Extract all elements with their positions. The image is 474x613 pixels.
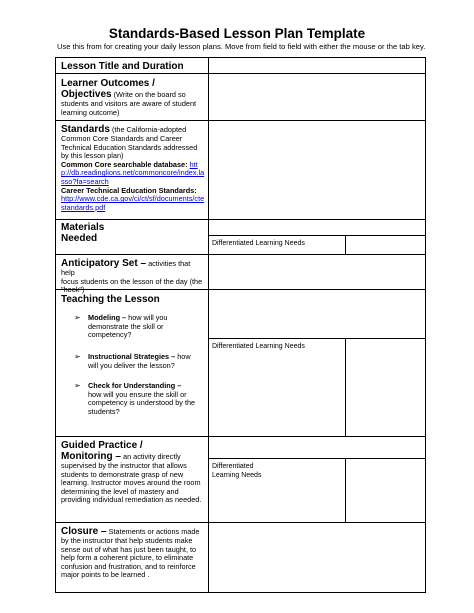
intro-text: Use this from for creating your daily lesson plans. Move from field to field with either the mouse or the tab key. — [57, 42, 426, 51]
outcomes-desc-a: (Write on the board so — [113, 90, 186, 99]
standards-heading: Standards — [61, 124, 110, 135]
materials-diff-needs-label: Differentiated Learning Needs — [212, 240, 305, 247]
guided-diff-needs-label-1: Differentiated — [212, 463, 254, 470]
diff-needs-top-border — [208, 235, 426, 236]
guided-diff-needs-field[interactable] — [347, 460, 424, 521]
anticipatory-desc-b: focus students on the lesson of the day (the "hook") — [61, 276, 203, 295]
cte-link[interactable]: http://www.cde.ca.gov/ci/ct/sf/documents/ctestandards.pdf — [61, 194, 205, 212]
row-divider — [55, 522, 426, 523]
guided-field[interactable] — [210, 438, 424, 457]
diff-needs-divider — [345, 235, 346, 254]
teaching-diff-needs-field[interactable] — [347, 340, 424, 435]
row-divider — [55, 254, 426, 255]
closure-desc-a: Statements or actions made — [108, 527, 200, 536]
arrow-bullet-icon: ➢ — [74, 313, 81, 322]
anticipatory-heading: Anticipatory Set – — [61, 258, 147, 269]
teaching-diff-needs-label: Differentiated Learning Needs — [212, 343, 305, 350]
guided-cell — [61, 440, 206, 505]
lesson-title-field[interactable] — [210, 59, 424, 72]
anticipatory-cell — [61, 258, 206, 295]
outcomes-cell — [61, 78, 206, 117]
diff-needs-divider — [345, 458, 346, 522]
check-understanding-desc-b: how will you ensure the skill or competency is understood by the students? — [88, 389, 196, 416]
standards-cell — [61, 124, 206, 212]
standards-field[interactable] — [210, 122, 424, 218]
page-title: Standards-Based Lesson Plan Template — [108, 26, 366, 41]
arrow-bullet-icon: ➢ — [74, 381, 81, 390]
materials-cell — [61, 222, 206, 244]
anticipatory-field[interactable] — [210, 256, 424, 288]
outcomes-heading-2: Objectives — [61, 89, 112, 100]
guided-desc-a: an activity directly — [123, 452, 181, 461]
diff-needs-top-border — [208, 458, 426, 459]
instructional-desc-a: how — [177, 352, 191, 361]
outcomes-heading-1: Learner Outcomes / — [61, 78, 155, 89]
closure-desc-b: by the instructor that help students make sense out of what has just been taught, to help form a coherent picture, to eliminate confusion and frustration, and to reinforce major points to be learned . — [61, 536, 197, 580]
row-divider — [55, 219, 426, 220]
modeling-desc-a: how will you — [128, 313, 168, 322]
teaching-field[interactable] — [210, 291, 424, 337]
materials-field[interactable] — [210, 221, 424, 234]
arrow-bullet-icon: ➢ — [74, 352, 81, 361]
column-divider — [208, 57, 209, 593]
outcomes-field[interactable] — [210, 75, 424, 119]
instructional-desc-b: will you deliver the lesson? — [88, 360, 175, 370]
closure-cell — [61, 526, 206, 580]
lesson-title-heading: Lesson Title and Duration — [61, 61, 184, 72]
teaching-heading: Teaching the Lesson — [61, 294, 160, 305]
instructional-item — [88, 353, 208, 370]
guided-heading-1: Guided Practice / — [61, 440, 143, 451]
closure-field[interactable] — [210, 524, 424, 592]
materials-diff-needs-field[interactable] — [347, 237, 424, 253]
check-understanding-item — [88, 382, 206, 416]
diff-needs-divider — [345, 338, 346, 436]
row-divider — [55, 73, 426, 74]
materials-heading-2: Needed — [61, 233, 98, 244]
guided-diff-needs-label — [212, 462, 261, 480]
anticipatory-desc-a: activities that help — [61, 259, 191, 277]
guided-desc-b: supervised by the instructor that allows students to demonstrate grasp of new learning. Instructor moves around the room determining the level of mastery and providing individual remediation as needed. — [61, 461, 202, 505]
row-divider — [55, 436, 426, 437]
modeling-desc-b: demonstrate the skill or competency? — [88, 321, 164, 340]
modeling-label: Modeling – — [88, 313, 127, 322]
common-core-label: Common Core searchable database: — [61, 159, 188, 169]
cte-label: Career Technical Education Standards: — [61, 185, 197, 195]
instructional-label: Instructional Strategies – — [88, 352, 176, 361]
modeling-item — [88, 314, 206, 340]
check-understanding-label: Check for Understanding – — [88, 381, 182, 390]
outcomes-desc-b: students and visitors are aware of student learning outcome) — [61, 99, 197, 117]
common-core-link[interactable]: http://db.readinglions.net/commoncore/index.lasso?fa=search — [61, 159, 205, 186]
guided-heading-2: Monitoring – — [61, 451, 121, 462]
closure-heading: Closure – — [61, 526, 107, 537]
standards-desc: (the California-adopted Common Core Standards and Career Technical Education Standards addressed by this lesson plan) — [61, 125, 198, 161]
diff-needs-top-border — [208, 338, 426, 339]
materials-heading-1: Materials — [61, 222, 105, 233]
row-divider — [55, 120, 426, 121]
guided-diff-needs-label-2: Learning Needs — [212, 472, 262, 479]
